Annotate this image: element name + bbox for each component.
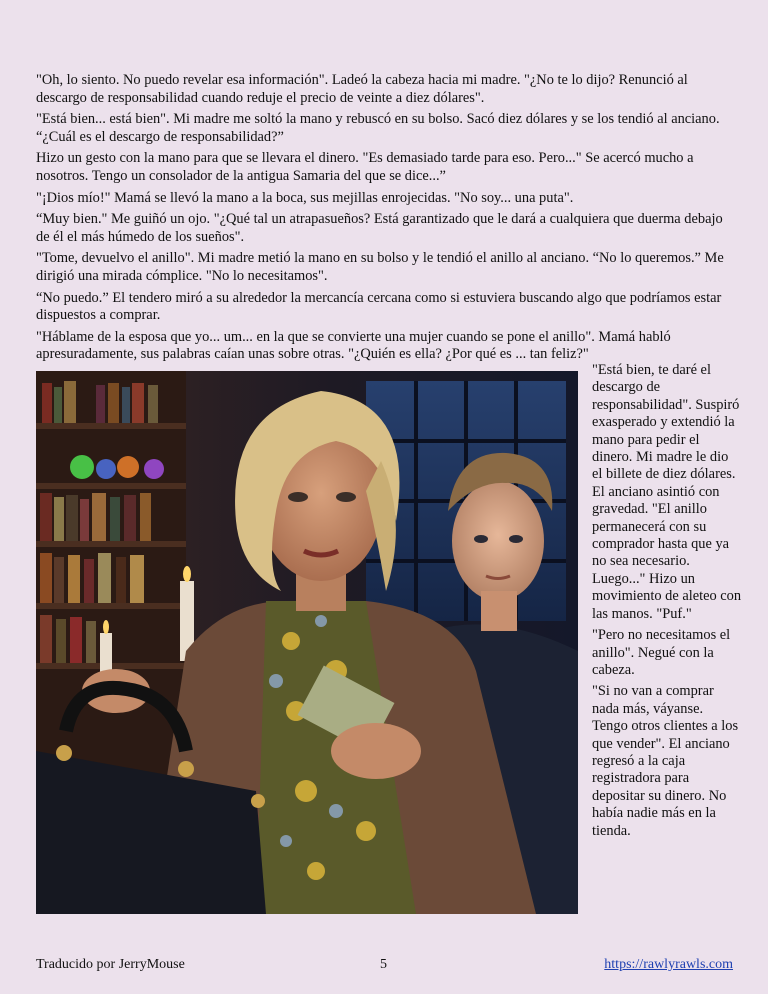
paragraph: “No puedo.” El tendero miró a su alrededor la mercancía cercana como si estuviera buscando algo que podríamos estar dispuestos a comprar. xyxy=(36,289,722,324)
paragraph: "Pero no necesitamos el anillo". Negué con la cabeza. xyxy=(592,627,731,678)
paragraph: "Si no van a comprar nada más, váyanse. Tengo otros clientes a los que vender". El anciano regresó a la caja registradora para depositar su dinero. No había nadie más en la tienda. xyxy=(592,683,739,839)
story-illustration xyxy=(36,371,578,914)
translator-credit: Traducido por JerryMouse xyxy=(36,957,185,972)
paragraph: "¡Dios mío!" Mamá se llevó la mano a la boca, sus mejillas enrojecidas. "No soy... una puta". xyxy=(36,189,574,206)
paragraph: "Tome, devuelvo el anillo". Mi madre metió la mano en su bolso y le tendió el anillo al anciano. “No lo queremos.” Me dirigió una mirada cómplice. "No lo necesitamos". xyxy=(36,250,724,284)
top-text-block xyxy=(36,72,736,368)
paragraph: "Está bien, te daré el descargo de responsabilidad". Suspiró exasperado y extendió la mano para pedir el dinero. Mi madre le dio el billete de diez dólares. El anciano asintió con gravedad. "El anillo permanecerá con su comprador hasta que ya no sea necesario. Luego..." Hizo un movimiento de aleteo con las manos. "Puf." xyxy=(592,362,742,622)
paragraph: "Está bien... está bien". Mi madre me soltó la mano y rebuscó en su bolso. Sacó diez dólares y se los tendió al anciano. “¿Cuál es el descargo de responsabilidad?” xyxy=(36,111,720,145)
page-number: 5 xyxy=(380,957,387,972)
paragraph: "Háblame de la esposa que yo... um... en la que se convierte una mujer cuando se pone el anillo". Mamá habló apresuradamente, sus palabras caían unas sobre otras. "¿Quién es ella? ¿Por qué es ... tan feliz?" xyxy=(36,328,671,363)
paragraph: "Oh, lo siento. No puedo revelar esa información". Ladeó la cabeza hacia mi madre. "¿No te lo dijo? Renunció al descargo de responsabilidad cuando reduje el precio de veinte a diez dólares". xyxy=(36,72,688,106)
page-footer xyxy=(36,957,733,975)
paragraph: Hizo un gesto con la mano para que se llevara el dinero. "Es demasiado tarde para eso. Pero..." Se acercó mucho a nosotros. Tengo un consolador de la antigua Samaria del que se dice...” xyxy=(36,150,694,184)
side-text-column xyxy=(592,362,742,844)
website-link[interactable]: https://rawlyrawls.com xyxy=(604,957,733,972)
paragraph: “Muy bien." Me guiñó un ojo. "¿Qué tal un atrapasueños? Está garantizado que le dará a cualquiera que duerma debajo de él el más húmedo de los sueños". xyxy=(36,211,723,245)
